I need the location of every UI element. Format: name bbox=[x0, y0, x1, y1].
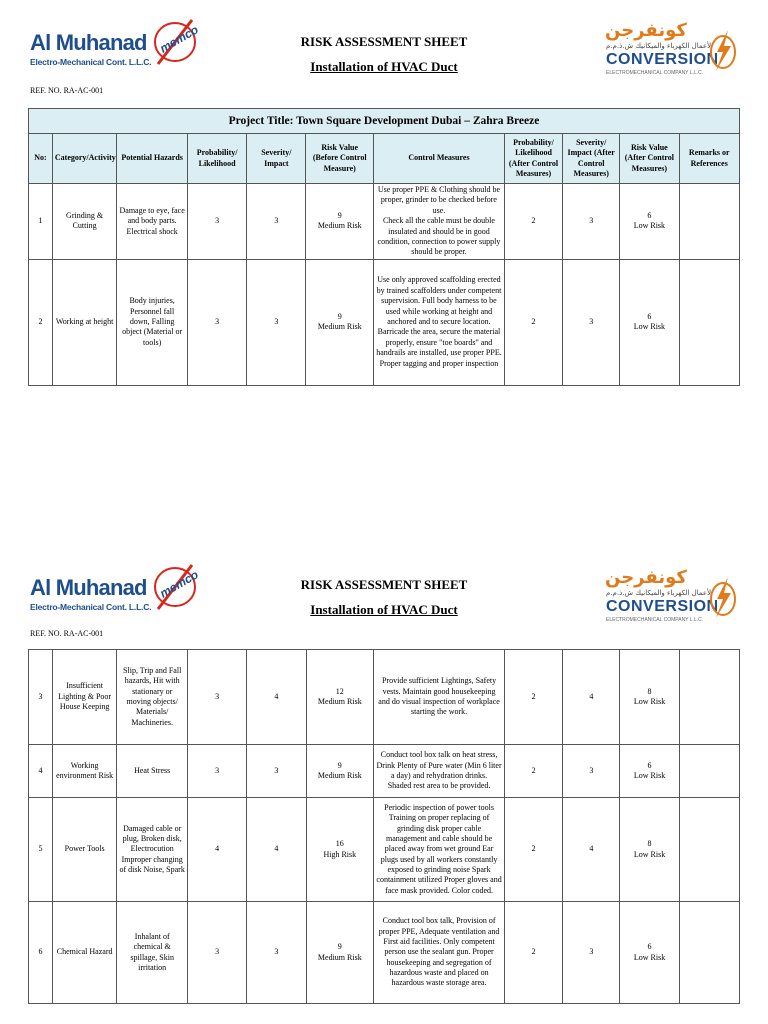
col-header-risk-after: Risk Value (After Control Measures) bbox=[620, 134, 679, 184]
cell-remarks bbox=[679, 259, 740, 385]
conversion-subtitle: ELECTROMECHANICAL COMPANY L.L.C. bbox=[606, 617, 704, 623]
col-header-risk-before: Risk Value (Before Control Measure) bbox=[306, 134, 374, 184]
cell-probability-after: 2 bbox=[504, 184, 562, 260]
cell-remarks bbox=[679, 184, 740, 260]
cell-risk-after: 8 Low Risk bbox=[620, 650, 679, 745]
left-brand-name: Al Muhanad bbox=[30, 575, 147, 600]
memco-wordmark: memco bbox=[157, 22, 201, 56]
cell-remarks bbox=[679, 902, 739, 1004]
cell-severity-after: 3 bbox=[563, 184, 620, 260]
cell-control: Periodic inspection of power tools Training on proper replacing of grinding disk proper cable management and cable should be placed away from wet ground Ear plugs used by all workers constantly exposed to grinding noise Spark containment utilized Proper gloves and face mask provided. Color coded. bbox=[374, 798, 505, 902]
cell-no: 4 bbox=[29, 745, 53, 798]
cell-probability-after: 2 bbox=[504, 259, 562, 385]
col-header-severity-after: Severity/ Impact (After Control Measures) bbox=[563, 134, 620, 184]
table-row bbox=[29, 902, 740, 1004]
left-brand-subtitle: Electro-Mechanical Cont. L.L.C. bbox=[30, 57, 152, 67]
cell-severity-after: 3 bbox=[563, 259, 620, 385]
cell-hazards: Body injuries, Personnel fall down, Falling object (Material or tools) bbox=[117, 259, 188, 385]
cell-no: 6 bbox=[29, 902, 53, 1004]
cell-risk-before: 9 Medium Risk bbox=[306, 745, 374, 798]
cell-category: Insufficient Lighting & Poor House Keeping bbox=[52, 650, 116, 745]
cell-probability: 4 bbox=[188, 798, 247, 902]
cell-severity: 3 bbox=[247, 259, 306, 385]
cell-remarks bbox=[679, 798, 739, 902]
conversion-arabic-subtitle: لأعمال الكهرباء والميكانيك ش.ذ.م.م bbox=[606, 42, 712, 50]
cell-hazards: Inhalant of chemical & spillage, Skin irritation bbox=[117, 902, 188, 1004]
cell-control: Use proper PPE & Clothing should be proper, grinder to be checked before use. Check all the cable must be double insulated and should be in good condition, connection to power supply should be proper. bbox=[373, 184, 504, 260]
table-row bbox=[29, 745, 740, 798]
cell-control: Use only approved scaffolding erected by trained scaffolders under competent supervision. Full body harness to be used while working at height and anchored and to secure location. Barricade the area, secure the material properly, ensure "toe boards" and handrails are installed, use proper PPE. Proper tagging and proper inspection bbox=[373, 259, 504, 385]
conversion-arabic-subtitle: لأعمال الكهرباء والميكانيك ش.ذ.م.م bbox=[606, 589, 712, 597]
cell-risk-before: 9 Medium Risk bbox=[306, 184, 374, 260]
col-header-remarks: Remarks or References bbox=[679, 134, 740, 184]
conversion-name: CONVERSION bbox=[606, 51, 719, 68]
cell-hazards: Damaged cable or plug, Broken disk, Electrocution Improper changing of disk Noise, Spark bbox=[117, 798, 188, 902]
cell-probability-after: 2 bbox=[505, 745, 563, 798]
cell-probability: 3 bbox=[188, 650, 247, 745]
table-row bbox=[29, 650, 740, 745]
risk-assessment-table-continued bbox=[28, 649, 740, 1004]
left-brand-subtitle: Electro-Mechanical Cont. L.L.C. bbox=[30, 602, 152, 612]
document-title: RISK ASSESSMENT SHEET bbox=[300, 34, 468, 49]
cell-severity: 3 bbox=[247, 745, 306, 798]
cell-probability-after: 2 bbox=[505, 902, 563, 1004]
lightning-bolt-icon bbox=[708, 575, 738, 620]
project-title: Project Title: Town Square Development Dubai – Zahra Breeze bbox=[29, 109, 740, 134]
cell-severity: 3 bbox=[247, 902, 306, 1004]
cell-severity: 4 bbox=[247, 798, 306, 902]
conversion-arabic-name: كونفرجن bbox=[605, 20, 687, 41]
cell-control: Conduct tool box talk, Provision of proper PPE, Adequate ventilation and First aid facilities. Only competent person use the sealant gun. Proper housekeeping and segregation of hazardous waste and placed on hazardous waste storage area. bbox=[374, 902, 505, 1004]
cell-control: Provide sufficient Lightings, Safety vests. Maintain good housekeeping and do visual inspection of workplace starting the work. bbox=[374, 650, 505, 745]
table-header-row bbox=[29, 134, 740, 184]
cell-category: Working at height bbox=[52, 259, 116, 385]
cell-category: Chemical Hazard bbox=[52, 902, 116, 1004]
cell-no: 5 bbox=[29, 798, 53, 902]
table-row bbox=[29, 184, 740, 260]
col-header-control: Control Measures bbox=[373, 134, 504, 184]
cell-risk-before: 12 Medium Risk bbox=[306, 650, 374, 745]
left-brand-name: Al Muhanad bbox=[30, 30, 147, 55]
document-subtitle: Installation of HVAC Duct bbox=[310, 602, 458, 617]
cell-hazards: Slip, Trip and Fall hazards, Hit with stationary or moving objects/ Materials/ Machineries. bbox=[117, 650, 188, 745]
table-row bbox=[29, 259, 740, 385]
lightning-bolt-icon bbox=[708, 28, 738, 73]
cell-no: 3 bbox=[29, 650, 53, 745]
cell-no: 1 bbox=[29, 184, 53, 260]
document-subtitle: Installation of HVAC Duct bbox=[310, 59, 458, 74]
cell-risk-after: 6 Low Risk bbox=[620, 184, 679, 260]
conversion-logo bbox=[600, 567, 740, 627]
cell-severity: 3 bbox=[247, 184, 306, 260]
cell-hazards: Heat Stress bbox=[117, 745, 188, 798]
project-title-row bbox=[29, 109, 740, 134]
cell-risk-before: 9 Medium Risk bbox=[306, 259, 374, 385]
cell-severity-after: 3 bbox=[563, 745, 620, 798]
memco-wordmark: memco bbox=[157, 567, 201, 601]
col-header-no: No: bbox=[29, 134, 53, 184]
conversion-subtitle: ELECTROMECHANICAL COMPANY L.L.C. bbox=[606, 70, 704, 76]
cell-no: 2 bbox=[29, 259, 53, 385]
cell-probability: 3 bbox=[187, 184, 246, 260]
cell-risk-after: 6 Low Risk bbox=[620, 902, 679, 1004]
col-header-category: Category/Activity bbox=[52, 134, 116, 184]
reference-number: REF. NO. RA-AC-001 bbox=[30, 86, 104, 95]
cell-control: Conduct tool box talk on heat stress, Drink Plenty of Pure water (Min 6 liter a day) and rehydration drinks. Shaded rest area to be provided. bbox=[374, 745, 505, 798]
col-header-hazards: Potential Hazards bbox=[117, 134, 188, 184]
cell-probability: 3 bbox=[188, 745, 247, 798]
cell-risk-after: 6 Low Risk bbox=[620, 745, 679, 798]
conversion-arabic-name: كونفرجن bbox=[605, 567, 687, 588]
reference-number: REF. NO. RA-AC-001 bbox=[30, 629, 104, 638]
cell-remarks bbox=[679, 650, 739, 745]
document-page-2 bbox=[0, 545, 768, 1024]
cell-risk-before: 9 Medium Risk bbox=[306, 902, 374, 1004]
cell-probability-after: 2 bbox=[505, 798, 563, 902]
cell-risk-after: 8 Low Risk bbox=[620, 798, 679, 902]
cell-remarks bbox=[679, 745, 739, 798]
cell-severity-after: 4 bbox=[563, 798, 620, 902]
table-row bbox=[29, 798, 740, 902]
cell-risk-after: 6 Low Risk bbox=[620, 259, 679, 385]
conversion-logo bbox=[600, 20, 740, 80]
cell-risk-before: 16 High Risk bbox=[306, 798, 374, 902]
cell-severity: 4 bbox=[247, 650, 306, 745]
document-title: RISK ASSESSMENT SHEET bbox=[300, 577, 468, 592]
cell-probability: 3 bbox=[188, 902, 247, 1004]
risk-assessment-table bbox=[28, 108, 740, 386]
cell-severity-after: 4 bbox=[563, 650, 620, 745]
cell-category: Power Tools bbox=[52, 798, 116, 902]
col-header-probability-after: Probability/ Likelihood (After Control Measures) bbox=[504, 134, 562, 184]
conversion-name: CONVERSION bbox=[606, 598, 719, 615]
cell-severity-after: 3 bbox=[563, 902, 620, 1004]
cell-probability: 3 bbox=[187, 259, 246, 385]
cell-category: Grinding & Cutting bbox=[52, 184, 116, 260]
cell-category: Working environment Risk bbox=[52, 745, 116, 798]
col-header-probability: Probability/ Likelihood bbox=[187, 134, 246, 184]
cell-hazards: Damage to eye, face and body parts. Electrical shock bbox=[117, 184, 188, 260]
cell-probability-after: 2 bbox=[505, 650, 563, 745]
col-header-severity: Severity/ Impact bbox=[247, 134, 306, 184]
